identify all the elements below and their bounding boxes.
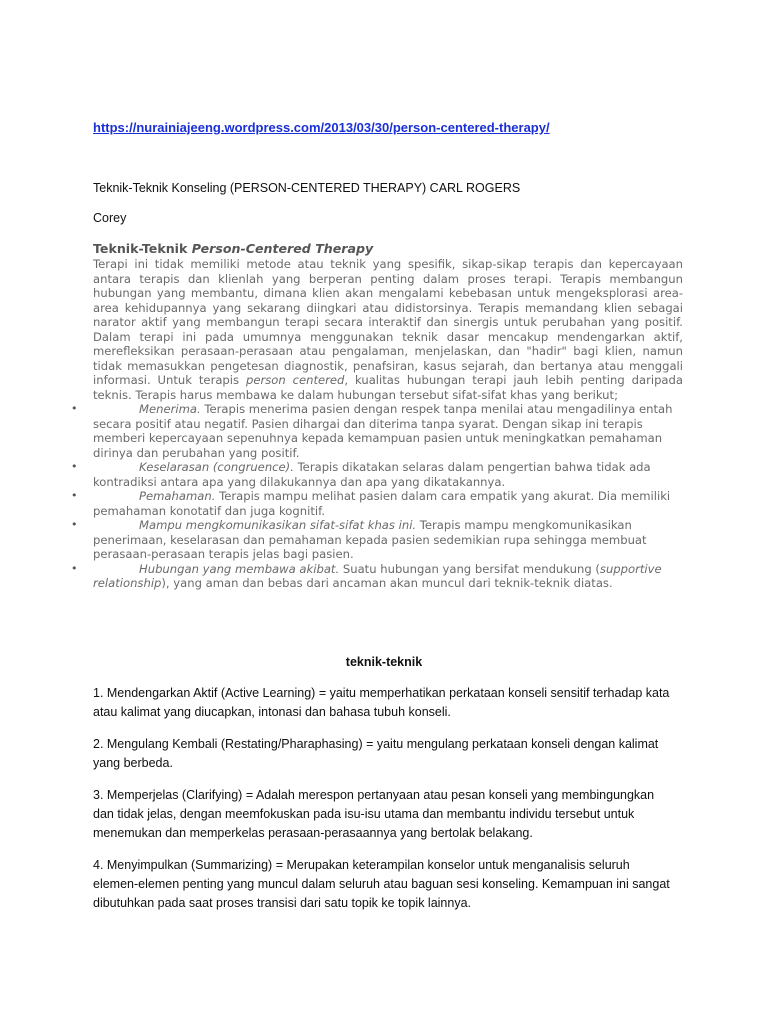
para-italic-term: person centered [245, 373, 345, 387]
source-link[interactable]: https://nurainiajeeng.wordpress.com/2013/03/30/person-centered-therapy/ [93, 120, 550, 135]
item-term-secondary: supportive relationship [93, 561, 662, 590]
technique-item: 1. Mendengarkan Aktif (Active Learning) = yaitu memperhatikan perkataan konseli sensitif terhadap kata atau kalimat yang diucapkan, intonasi dan bahasa tubuh konseli. [93, 686, 670, 719]
list-item [71, 518, 683, 562]
item-text: Terapis mampu mengkomunikasikan penerimaan, keselarasan dan pemahaman kepada pasien sedemikian rupa sehingga membuat perasaan-perasaan terapis jelas bagi pasien. [93, 518, 647, 561]
list-item [71, 460, 683, 489]
excerpt-heading-italic: Person-Centered Therapy [191, 241, 374, 256]
section-heading: teknik-teknik [345, 655, 423, 669]
item-text: Terapis dikatakan selaras dalam pengertian bahwa tidak ada kontradiksi antara apa yang dilakukannya dan apa yang dikatakannya. [93, 460, 651, 489]
bullet-icon: • [71, 518, 78, 531]
techniques-list [93, 684, 678, 926]
qualities-list [71, 402, 683, 591]
para-text-before: Terapi ini tidak memiliki metode atau teknik yang spesifik, sikap-sikap terapis dan kepercayaan antara terapis dan klienlah yang berperan penting dalam proses terapi. Terapis membangun hubungan yang membantu, dimana klien akan mengalami kebebasan untuk mengeksplorasi area-area kehidupannya yang sekarang diingkari atau didistorsinya. Terapis memandang klien sebagai narator aktif yang membangun terapi secara interaktif dan sinergis untuk perubahan yang positif. Dalam terapi ini pada umumnya menggunakan teknik dasar mencakup mendengarkan aktif, merefleksikan perasaan-perasaan atau pengalaman, menjelaskan, dan "hadir" bagi klien, namun tidak memasukkan pengetesan diagnostik, penafsiran, kasus sejarah, dan bertanya atau menggali informasi. Untuk terapis [93, 257, 683, 387]
item-text: Terapis mampu melihat pasien dalam cara empatik yang akurat. Dia memiliki pemahaman konotatif dan juga kognitif. [93, 489, 671, 518]
scanned-excerpt [71, 241, 684, 591]
list-item [71, 561, 683, 591]
item-text-secondary: ), yang aman dan bebas dari ancaman akan muncul dari teknik-teknik diatas. [161, 576, 613, 590]
technique-item: 3. Memperjelas (Clarifying) = Adalah merespon pertanyaan atau pesan konseli yang membingungkan dan tidak jelas, dengan meemfokuskan pada isu-isu utama dan membantu individu tersebut untuk menemukan dan memperkelas perasaan-perasaannya yang bertolak belakang. [93, 788, 655, 840]
bullet-icon: • [71, 489, 78, 502]
item-text: Suatu hubungan yang bersifat mendukung ( [339, 561, 600, 576]
bullet-icon: • [71, 460, 78, 473]
excerpt-heading-prefix: Teknik-Teknik [93, 241, 192, 256]
bullet-icon: • [71, 561, 78, 575]
para-text-after: , kualitas hubungan terapi jauh lebih penting daripada teknis. Terapis harus membawa ke dalam hubungan tersebut sifat-sifat khas yang berikut; [93, 373, 684, 402]
document-title: Teknik-Teknik Konseling (PERSON-CENTERED THERAPY) CARL ROGERS [93, 181, 521, 195]
technique-item: 2. Mengulang Kembali (Restating/Pharaphasing) = yaitu mengulang perkataan konseli dengan kalimat yang berbeda. [93, 737, 659, 770]
excerpt-heading [93, 241, 683, 257]
item-term: Pemahaman. [139, 489, 216, 503]
bullet-icon: • [71, 402, 78, 415]
author-name: Corey [93, 211, 127, 225]
item-term: Keselarasan (congruence). [139, 460, 294, 474]
item-term: Hubungan yang membawa akibat. [139, 561, 340, 576]
item-text: Terapis menerima pasien dengan respek tanpa menilai atau mengadilinya entah secara positif atau negatif. Pasien dihargai dan diterima tanpa syarat. Dengan sikap ini terapis memberi kepercayaan sepenuhnya kepada kemampuan pasien untuk meningkatkan pemahaman dirinya dan perubahan yang positif. [93, 402, 673, 460]
list-item [71, 489, 683, 518]
item-term: Mampu mengkomunikasikan sifat-sifat khas ini. [139, 518, 417, 532]
item-term: Menerima. [139, 402, 201, 416]
technique-item: 4. Menyimpulkan (Summarizing) = Merupakan keterampilan konselor untuk menganalisis seluruh elemen-elemen penting yang muncul dalam seluruh atau baguan sesi konseling. Kemampuan ini sangat dibutuhkan pada saat proses transisi dari satu topik ke topik lainnya. [93, 858, 670, 910]
excerpt-paragraph [93, 257, 683, 402]
list-item [71, 402, 683, 460]
